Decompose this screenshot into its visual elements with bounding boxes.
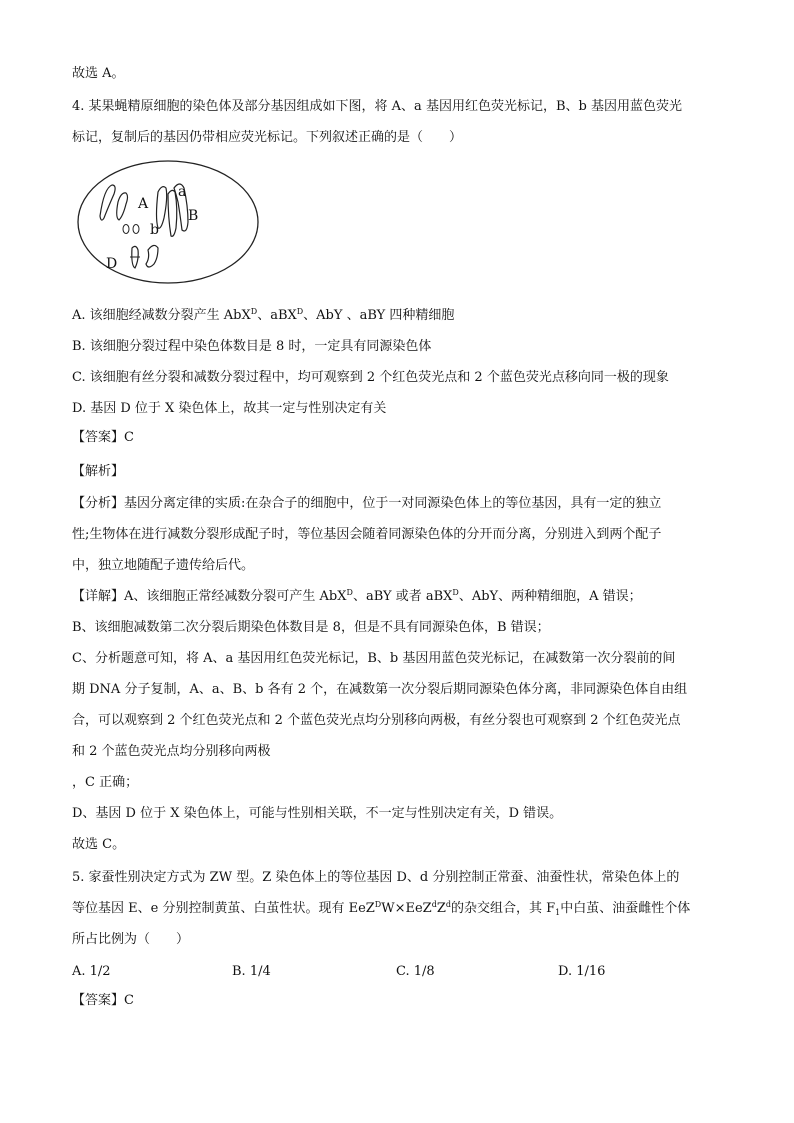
chromosome-left-1 xyxy=(100,185,115,220)
fenxi-line-2: 性;生物体在进行减数分裂形成配子时，等位基因会随着同源染色体的分开而分离，分别进入到两个配子 xyxy=(72,527,662,542)
xiangjie-line-a xyxy=(72,587,642,607)
q4-option-a-text-3: 、AbY 、aBY 四种精细胞 xyxy=(303,308,455,323)
xiangjie-line-c1: C、分析题意可知，将 A、a 基因用红色荧光标记，B、b 基因用蓝色荧光标记，在减数第一次分裂前的间 xyxy=(72,651,676,666)
fenxi-line-1 xyxy=(72,494,661,514)
answer-value: C xyxy=(124,430,134,445)
small-chromosome-2 xyxy=(133,225,139,234)
answer-tag: 【答案】 xyxy=(72,430,125,445)
gene-label-A: A xyxy=(138,196,149,212)
xiangjie-tag: 【详解】 xyxy=(72,589,125,604)
answer-value-q5: C xyxy=(124,993,134,1008)
q4-option-c: C. 该细胞有丝分裂和减数分裂过程中，均可观察到 2 个红色荧光点和 2 个蓝色荧光点移向同一极的现象 xyxy=(72,370,669,385)
q5-option-a: A. 1/2 xyxy=(72,964,111,979)
xiangjie-line-c2: 期 DNA 分子复制，A、a、B、b 各有 2 个，在减数第一次分裂后期同源染色体分离，非同源染色体自由组 xyxy=(72,682,688,697)
q4-option-b: B. 该细胞分裂过程中染色体数目是 8 时，一定具有同源染色体 xyxy=(72,339,432,354)
q5-sup-2: d xyxy=(431,900,437,909)
q5-sup-1: D xyxy=(374,900,382,909)
fenxi-tag: 【分析】 xyxy=(72,496,125,511)
xiangjie-line-c3: 合，可以观察到 2 个红色荧光点和 2 个蓝色荧光点均分别移向两极，有丝分裂也可观察到 2 个红色荧光点 xyxy=(72,713,681,728)
question-5-stem-line-2 xyxy=(72,899,690,919)
previous-conclusion: 故选 A。 xyxy=(72,66,125,81)
xiangjie-a-sup-2: D xyxy=(452,588,459,597)
chromosome-middle-2 xyxy=(168,190,177,236)
q5-text-3: Z xyxy=(436,901,446,916)
q5-sub-1: 1 xyxy=(555,908,561,917)
fenxi-line-3: 中，独立地随配子遗传给后代。 xyxy=(72,558,255,573)
answer-line-q5 xyxy=(72,991,134,1011)
small-chromosome-1 xyxy=(123,225,129,234)
q5-option-d: D. 1/16 xyxy=(558,964,606,979)
xiangjie-a-text-1: A、该细胞正常经减数分裂可产生 AbX xyxy=(124,589,347,604)
xiangjie-a-text-2: 、aBY 或者 aBX xyxy=(352,589,453,604)
answer-line-q4 xyxy=(72,428,134,448)
xiangjie-a-text-3: 、AbY、两种精细胞，A 错误； xyxy=(458,589,642,604)
q5-text-5: 中白茧、油蚕雌性个体 xyxy=(560,901,691,916)
chromosome-y xyxy=(146,245,158,267)
xiangjie-line-c5: ，C 正确； xyxy=(72,775,139,790)
gene-label-a: a xyxy=(178,184,187,200)
chromosome-left-2 xyxy=(117,193,128,220)
question-4-stem-line-2: 标记，复制后的基因仍带相应荧光标记。下列叙述正确的是（ ） xyxy=(72,130,463,145)
q4-option-a-text-1: A. 该细胞经减数分裂产生 AbX xyxy=(72,308,251,323)
q5-option-b: B. 1/4 xyxy=(232,964,271,979)
q4-option-a xyxy=(72,306,454,326)
xiangjie-a-sup-1: D xyxy=(346,588,353,597)
xiangjie-line-c4: 和 2 个蓝色荧光点均分别移向两极 xyxy=(72,744,271,759)
conclusion-q4: 故选 C。 xyxy=(72,837,126,852)
q5-sup-3: d xyxy=(445,900,451,909)
question-4-stem-line-1: 4. 某果蝇精原细胞的染色体及部分基因组成如下图，将 A、a 基因用红色荧光标记，B、b 基因用蓝色荧光 xyxy=(72,99,682,114)
q5-text-2: W×EeZ xyxy=(381,901,432,916)
q4-option-d: D. 基因 D 位于 X 染色体上，故其一定与性别决定有关 xyxy=(72,401,387,416)
q5-text-1: 等位基因 E、e 分别控制黄茧、白茧性状。现有 EeZ xyxy=(72,901,375,916)
xiangjie-line-d: D、基因 D 位于 X 染色体上，可能与性别相关联，不一定与性别决定有关，D 错误。 xyxy=(72,806,563,821)
q5-text-4: 的杂交组合，其 F xyxy=(451,901,556,916)
cell-chromosome-diagram xyxy=(74,158,264,288)
analysis-heading: 【解析】 xyxy=(72,464,125,479)
q4-option-a-sup-1: D xyxy=(250,307,258,316)
q4-option-a-sup-2: D xyxy=(296,307,304,316)
gene-label-B: B xyxy=(188,208,199,224)
fenxi-text-1: 基因分离定律的实质:在杂合子的细胞中，位于一对同源染色体上的等位基因，具有一定的独立 xyxy=(124,496,662,511)
gene-label-b: b xyxy=(150,222,159,238)
q4-option-a-text-2: 、aBX xyxy=(257,308,297,323)
q5-option-c: C. 1/8 xyxy=(396,964,435,979)
question-5-stem-line-1: 5. 家蚕性别决定方式为 ZW 型。Z 染色体上的等位基因 D、d 分别控制正常蚕、油蚕性状，常染色体上的 xyxy=(72,870,680,885)
xiangjie-line-b: B、该细胞减数第二次分裂后期染色体数目是 8，但是不具有同源染色体，B 错误； xyxy=(72,620,550,635)
gene-label-D: D xyxy=(106,256,118,272)
answer-tag-q5: 【答案】 xyxy=(72,993,125,1008)
cell-membrane xyxy=(78,161,258,283)
question-5-stem-line-3: 所占比例为（ ） xyxy=(72,932,190,947)
